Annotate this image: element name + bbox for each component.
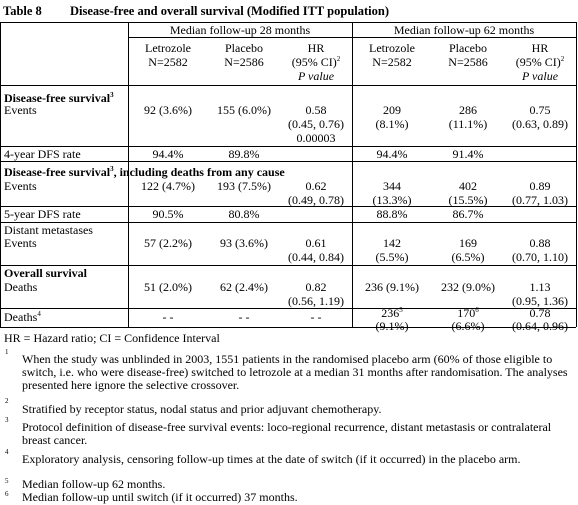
footnote-3: Protocol definition of disease-free survival events: loco-regional recurrence, distant metastasis or contralateral breast cancer. (22, 420, 552, 447)
cell-dfsany-ci62: (0.77, 1.03) (512, 193, 568, 207)
cell-deaths-ci62: (0.95, 1.36) (512, 294, 568, 308)
cell-dfs5-let62: 88.8% (376, 207, 408, 221)
cell-deaths4-let62-pct: (9.1%) (375, 319, 409, 333)
footnote-2: Stratified by receptor status, nodal status and prior adjuvant chemotherapy. (22, 402, 382, 416)
cell-dfsany-pla62-pct: (15.5%) (448, 193, 488, 207)
cell-dfsany-let28: 122 (4.7%) (141, 179, 195, 193)
cell-deaths-let28: 51 (2.0%) (144, 280, 192, 294)
cell-dfsany-ci28: (0.49, 0.78) (288, 193, 344, 207)
cell-distant-pla28: 93 (3.6%) (220, 236, 268, 250)
row-label-dfs-events: Events (4, 103, 37, 117)
cell-dfs-events-let62-pct: (8.1%) (375, 117, 409, 131)
header-pvalue-28: P value (297, 69, 335, 83)
cell-deaths-pla62: 232 (9.0%) (441, 280, 495, 294)
cell-deaths-hr28: 0.82 (305, 280, 327, 294)
row-label-deaths: Deaths (4, 280, 38, 294)
footnote-mark-4: 4 (5, 448, 9, 456)
cell-dfs5-pla62: 86.7% (452, 207, 484, 221)
cell-dfs-events-pla62: 286 (459, 103, 477, 117)
cell-dfs-events-let28: 92 (3.6%) (144, 103, 192, 117)
footnote-mark-3: 3 (5, 416, 9, 424)
section-dfs: Disease-free survival$^3$ (4, 91, 114, 105)
cell-dfs-events-hr28: 0.58 (305, 103, 327, 117)
cell-distant-hr62: 0.88 (529, 236, 551, 250)
footnote-mark-1: 1 (5, 348, 9, 356)
group-header-28: Median follow-up 28 months (169, 23, 311, 37)
row-label-distant-events: Events (4, 236, 37, 250)
cell-dfsany-hr62: 0.89 (529, 179, 551, 193)
row-label-deaths4: Deaths$^4$ (4, 310, 41, 324)
cell-deaths-pla28: 62 (2.4%) (220, 280, 268, 294)
row-label-dfs5: 5-year DFS rate (4, 207, 81, 221)
header-letrozole-62: Letrozole (369, 41, 415, 55)
cell-distant-let28: 57 (2.2%) (144, 236, 192, 250)
cell-distant-ci28: (0.44, 0.84) (288, 250, 344, 264)
cell-dfsany-pla28: 193 (7.5%) (217, 179, 271, 193)
header-ci-62: (95% CI)$^2$ (515, 55, 565, 69)
header-hr-62: HR (531, 41, 549, 55)
cell-dfs4-let28: 94.4% (152, 147, 184, 161)
cell-dfs4-let62: 94.4% (376, 147, 408, 161)
cell-dfs-events-hr62: 0.75 (529, 103, 551, 117)
cell-deaths4-hr62: 0.78 (529, 306, 551, 320)
cell-deaths4-hr28: - - (310, 310, 322, 324)
cell-distant-ci62: (0.70, 1.10) (512, 250, 568, 264)
footnote-6: Median follow-up until switch (if it occurred) 37 months. (22, 490, 298, 504)
cell-deaths4-pla62-pct: (6.6%) (451, 319, 485, 333)
row-label-dfsany-events: Events (4, 179, 37, 193)
cell-dfsany-let62: 344 (383, 179, 401, 193)
vline-right (576, 22, 577, 327)
cell-deaths4-let28: - - (162, 310, 174, 324)
cell-dfsany-pla62: 402 (459, 179, 477, 193)
row-label-distant: Distant metastases (4, 223, 93, 237)
footnote-mark-6: 6 (5, 490, 9, 498)
cell-dfs-events-pla62-pct: (11.1%) (448, 117, 488, 131)
header-pvalue-62: P value (521, 69, 559, 83)
cell-distant-pla62-pct: (6.5%) (451, 250, 485, 264)
table-caption: Disease-free and overall survival (Modified ITT population) (70, 4, 389, 18)
cell-distant-let62-pct: (5.5%) (375, 250, 409, 264)
table-title (3, 4, 573, 18)
cell-deaths-ci28: (0.56, 1.19) (288, 294, 344, 308)
header-n-placebo-62: N=2586 (448, 55, 488, 69)
footnote-mark-2: 2 (5, 397, 9, 405)
cell-distant-hr28: 0.61 (305, 236, 327, 250)
cell-dfs-events-p28: 0.00003 (296, 131, 336, 145)
cell-distant-pla62: 169 (459, 236, 477, 250)
header-n-placebo-28: N=2586 (224, 55, 264, 69)
section-dfs-any: Disease-free survival$^3$, including deaths from any cause (4, 165, 285, 179)
cell-deaths4-let62: $236^5$ (381, 306, 403, 320)
cell-dfsany-hr28: 0.62 (305, 179, 327, 193)
footnote-4: Exploratory analysis, censoring follow-up times at the date of switch (if it occurred) in the placebo arm. (22, 452, 521, 466)
cell-deaths4-ci62: (0.64, 0.96) (512, 319, 568, 333)
cell-dfs5-let28: 90.5% (152, 207, 184, 221)
footnote-5: Median follow-up 62 months. (22, 477, 166, 491)
header-placebo-28: Placebo (225, 41, 263, 55)
cell-deaths-hr62: 1.13 (529, 280, 551, 294)
cell-deaths4-pla28: - - (238, 310, 250, 324)
header-n-letrozole-28: N=2582 (148, 55, 188, 69)
cell-deaths-let62: 236 (9.1%) (365, 280, 419, 294)
section-os: Overall survival (4, 266, 87, 280)
group-header-62: Median follow-up 62 months (393, 23, 535, 37)
cell-dfs5-pla28: 80.8% (228, 207, 260, 221)
table-number: Table 8 (3, 4, 42, 18)
header-n-letrozole-62: N=2582 (372, 55, 412, 69)
cell-dfs-events-ci62: (0.63, 0.89) (512, 117, 568, 131)
cell-dfs-events-pla28: 155 (6.0%) (217, 103, 271, 117)
header-ci-28: (95% CI)$^2$ (291, 55, 341, 69)
header-placebo-62: Placebo (449, 41, 487, 55)
cell-deaths4-pla62: $170^6$ (457, 306, 479, 320)
footnote-abbreviations: HR = Hazard ratio; CI = Confidence Interval (4, 331, 220, 345)
cell-dfs4-pla28: 89.8% (228, 147, 260, 161)
cell-dfs-events-ci28: (0.45, 0.76) (288, 117, 344, 131)
header-letrozole-28: Letrozole (145, 41, 191, 55)
cell-distant-let62: 142 (383, 236, 401, 250)
rule-dfs4 (0, 161, 576, 162)
cell-dfsany-let62-pct: (13.3%) (372, 193, 412, 207)
rule-dfs-end (0, 146, 576, 147)
cell-dfs-events-let62: 209 (383, 103, 401, 117)
footnote-1: When the study was unblinded in 2003, 1551 patients in the randomised placebo arm (60% of those eligible to switch, i.e. who were disease-free) switched to letrozole at a median 31 months after randomisation. The analyses presented here ignore the selective crossover. (22, 352, 568, 392)
rule-header (0, 85, 576, 86)
cell-dfs4-pla62: 91.4% (452, 147, 484, 161)
header-hr-28: HR (307, 41, 325, 55)
vline-left (0, 22, 1, 327)
footnote-mark-5: 5 (5, 477, 9, 485)
row-label-dfs4: 4-year DFS rate (4, 147, 81, 161)
